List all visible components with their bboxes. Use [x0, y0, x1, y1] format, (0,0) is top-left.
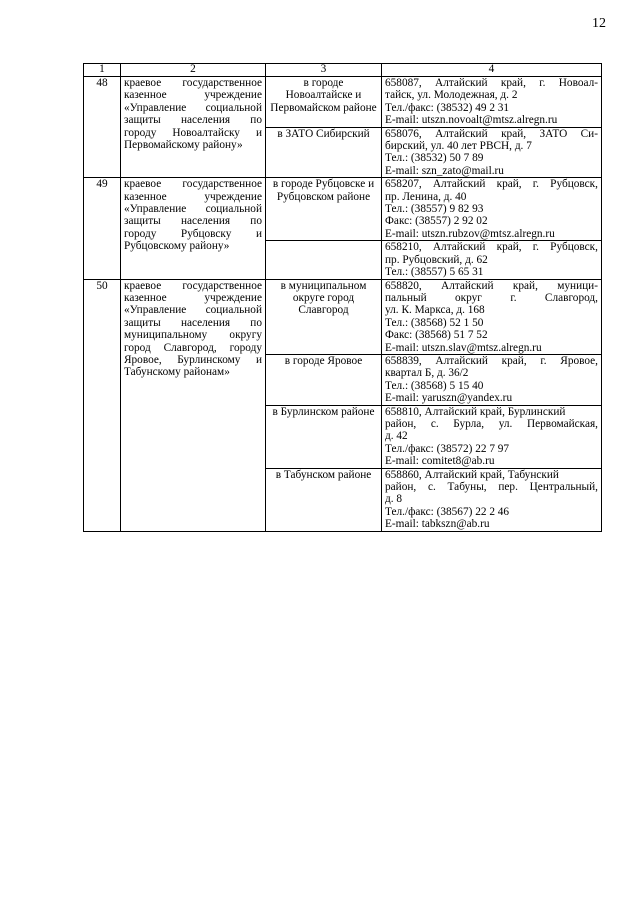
contact-line: E-mail: utszn.slav@mtsz.alregn.ru	[385, 341, 542, 354]
page-number: 12	[592, 16, 606, 31]
institutions-table	[83, 63, 602, 532]
contact-line: Тел.: (38557) 9 82 93	[385, 203, 484, 216]
contact-cell	[382, 354, 602, 405]
contact-line: 658820, Алтайский край, муници-	[385, 279, 598, 292]
institution-name: краевое государственное казенное учреждение «Управление социальной защиты населения по городу Новоалтайску и Первомайскому району»	[121, 77, 266, 178]
contact-cell	[382, 77, 602, 128]
territory-cell: в муниципальном округе город Славгород	[266, 279, 382, 354]
column-number: 4	[382, 64, 602, 77]
row-number: 48	[84, 77, 121, 178]
contact-line: Тел.: (38557) 5 65 31	[385, 266, 484, 279]
territory-cell: в ЗАТО Сибирский	[266, 127, 382, 178]
territory-cell: в Бурлинском районе	[266, 405, 382, 468]
contact-line: 658087, Алтайский край, г. Новоал-	[385, 77, 598, 89]
contact-line: пальный округ г. Славгород,	[385, 291, 598, 304]
table-row	[84, 77, 602, 128]
contact-cell	[382, 405, 602, 468]
contact-line: E-mail: tabkszn@ab.ru	[385, 518, 490, 531]
contact-line: д. 42	[385, 430, 408, 443]
contact-line: E-mail: utszn.rubzov@mtsz.alregn.ru	[385, 227, 555, 240]
contact-line: д. 8	[385, 493, 403, 506]
contact-line: 658210, Алтайский край, г. Рубцовск,	[385, 241, 598, 254]
contact-line: Тел.: (38532) 50 7 89	[385, 152, 484, 165]
institution-name: краевое государственное казенное учреждение «Управление социальной защиты населения по муниципальному округу город Славгород, городу Яровое, Бурлинскому и Табунскому районам»	[121, 279, 266, 531]
column-number-row	[84, 64, 602, 77]
row-number: 49	[84, 178, 121, 279]
contact-line: E-mail: utszn.novoalt@mtsz.alregn.ru	[385, 114, 558, 127]
contact-line: район, с. Табуны, пер. Центральный,	[385, 481, 598, 493]
contact-line: 658860, Алтайский край, Табунский	[385, 468, 559, 481]
contact-line: 658076, Алтайский край, ЗАТО Си-	[385, 127, 598, 140]
contact-line: Тел.: (38568) 5 15 40	[385, 379, 484, 392]
territory-cell	[266, 241, 382, 279]
territory-cell: в городе Рубцовске и Рубцовском районе	[266, 178, 382, 241]
institution-name: краевое государственное казенное учреждение «Управление социальной защиты населения по городу Рубцовску и Рубцовскому району»	[121, 178, 266, 279]
contact-line: E-mail: comitet8@ab.ru	[385, 455, 495, 468]
contact-line: район, с. Бурла, ул. Первомайская,	[385, 417, 598, 430]
contact-cell	[382, 178, 602, 241]
contact-line: 658810, Алтайский край, Бурлинский	[385, 405, 566, 418]
territory-cell: в городе Яровое	[266, 354, 382, 405]
contact-line: Тел./факс: (38567) 22 2 46	[385, 505, 510, 518]
column-number: 2	[121, 64, 266, 77]
row-number: 50	[84, 279, 121, 531]
territory-cell: в Табунском районе	[266, 468, 382, 531]
contact-line: Факс: (38557) 2 92 02	[385, 215, 488, 228]
contact-line: E-mail: szn_zato@mail.ru	[385, 164, 504, 177]
contact-line: 658839, Алтайский край, г. Яровое,	[385, 354, 598, 367]
column-number: 1	[84, 64, 121, 77]
contact-line: квартал Б, д. 36/2	[385, 367, 469, 380]
table-row	[84, 178, 602, 241]
contact-line: тайск, ул. Молодежная, д. 2	[385, 89, 518, 102]
contact-line: ул. К. Маркса, д. 168	[385, 304, 485, 317]
contact-line: E-mail: yaruszn@yandex.ru	[385, 392, 513, 405]
contact-cell	[382, 241, 602, 279]
contact-line: пр. Ленина, д. 40	[385, 190, 467, 203]
contact-line: Факс: (38568) 51 7 52	[385, 329, 488, 342]
contact-line: 658207, Алтайский край, г. Рубцовск,	[385, 178, 598, 191]
contact-cell	[382, 127, 602, 178]
table-row	[84, 279, 602, 354]
contact-line: бирский, ул. 40 лет РВСН, д. 7	[385, 140, 532, 153]
contact-line: Тел./факс: (38532) 49 2 31	[385, 101, 510, 114]
column-number: 3	[266, 64, 382, 77]
contact-line: Тел.: (38568) 52 1 50	[385, 316, 484, 329]
contact-line: Тел./факс: (38572) 22 7 97	[385, 442, 510, 455]
contact-line: пр. Рубцовский, д. 62	[385, 253, 488, 266]
territory-cell: в городе Новоалтайске и Первомайском районе	[266, 77, 382, 128]
contact-cell	[382, 468, 602, 531]
contact-cell	[382, 279, 602, 354]
